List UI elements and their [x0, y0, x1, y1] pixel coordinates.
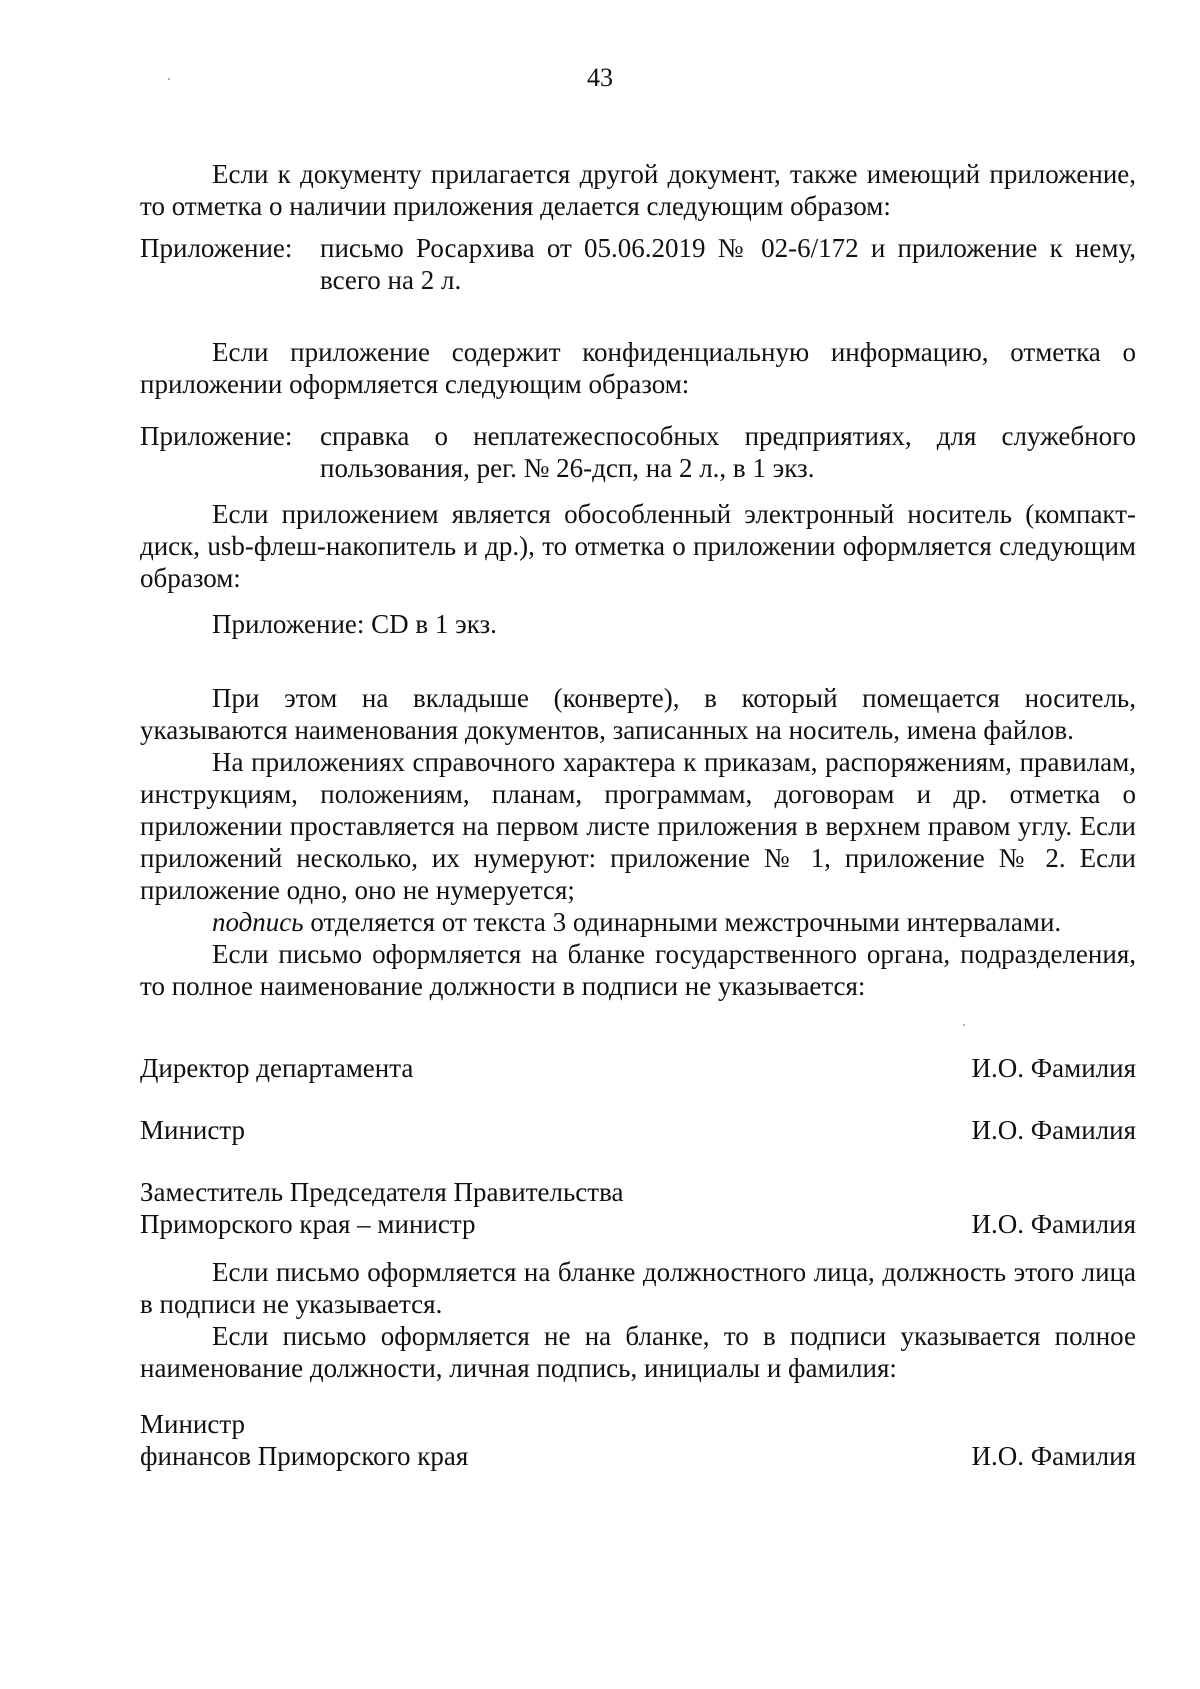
paragraph-text: Если приложение содержит конфиденциальную информацию, отметка о приложении оформляется следующим образом: [140, 337, 1136, 399]
paragraph-text: Если к документу прилагается другой документ, также имеющий приложение, то отметка о наличии приложения делается следующим образом: [140, 159, 1136, 221]
page-number: 43 [587, 63, 613, 92]
scan-speck [168, 78, 170, 80]
signature-name: И.О. Фамилия [971, 1209, 1136, 1239]
paragraph-7: Если письмо оформляется на бланке государственного органа, подразделения, то полное наименование должности в подписи не указывается: [140, 939, 1136, 1001]
signature-position [140, 1408, 780, 1472]
signature-position-line-1: Заместитель Председателя Правительства [140, 1177, 624, 1207]
signature-block-4 [140, 1408, 1136, 1472]
signature-name: И.О. Фамилия [971, 1053, 1136, 1083]
paragraph-1 [140, 158, 1136, 222]
signature-block-3 [140, 1176, 1136, 1240]
paragraph-6-rest: отделяется от текста 3 одинарными межстрочными интервалами. [303, 907, 1062, 937]
signature-block-1 [140, 1052, 1136, 1084]
paragraph-group-2 [140, 1256, 1136, 1384]
signature-block-2 [140, 1114, 1136, 1146]
attachment-note-1 [140, 232, 1136, 296]
attachment-label: Приложение: [140, 233, 293, 263]
attachment-text: Приложение: CD в 1 экз. [212, 609, 497, 639]
attachment-label: Приложение: [140, 421, 293, 451]
signature-position-line-2: Приморского края – министр [140, 1209, 476, 1239]
signature-position: Директор департамента [140, 1053, 414, 1083]
paragraph-5: На приложениях справочного характера к приказам, распоряжениям, правилам, инструкциям, положениям, планам, программам, договорам и др. отметка о приложении проставляется на первом листе приложения в верхнем правом углу. Если приложений несколько, их нумеруют: приложение № 1, приложение № 2. Если приложение одно, оно не нумеруется; [140, 747, 1136, 905]
attachment-note-2 [140, 420, 1136, 484]
signature-position-line-2: финансов Приморского края [140, 1441, 469, 1471]
paragraph-group [140, 682, 1136, 1002]
paragraph-text: Если приложением является обособленный электронный носитель (компакт-диск, usb-флеш-накопитель и др.), то отметка о приложении оформляется следующим образом: [140, 499, 1136, 593]
signature-name: И.О. Фамилия [971, 1115, 1136, 1145]
paragraph-4: При этом на вкладыше (конверте), в который помещается носитель, указываются наименования документов, записанных на носитель, имена файлов. [140, 683, 1136, 745]
signature-position: Министр [140, 1115, 245, 1145]
paragraph-2 [140, 336, 1136, 400]
attachment-note-3 [140, 608, 1136, 640]
scan-speck [963, 1024, 965, 1026]
paragraph-8: Если письмо оформляется на бланке должностного лица, должность этого лица в подписи не указывается. [140, 1257, 1136, 1319]
paragraph-3 [140, 498, 1136, 594]
paragraph-6 [140, 906, 1136, 938]
signature-name: И.О. Фамилия [971, 1441, 1136, 1471]
attachment-text: справка о неплатежеспособных предприятиях, для служебного пользования, рег. № 26-дсп, на 2 л., в 1 экз. [320, 421, 1136, 483]
paragraph-9: Если письмо оформляется не на бланке, то в подписи указывается полное наименование должности, личная подпись, инициалы и фамилия: [140, 1321, 1136, 1383]
signature-position [140, 1176, 780, 1240]
term-signature: подпись [212, 907, 304, 937]
attachment-text: письмо Росархива от 05.06.2019 № 02-6/172 и приложение к нему, всего на 2 л. [320, 233, 1136, 295]
signature-position-line-1: Министр [140, 1409, 245, 1439]
